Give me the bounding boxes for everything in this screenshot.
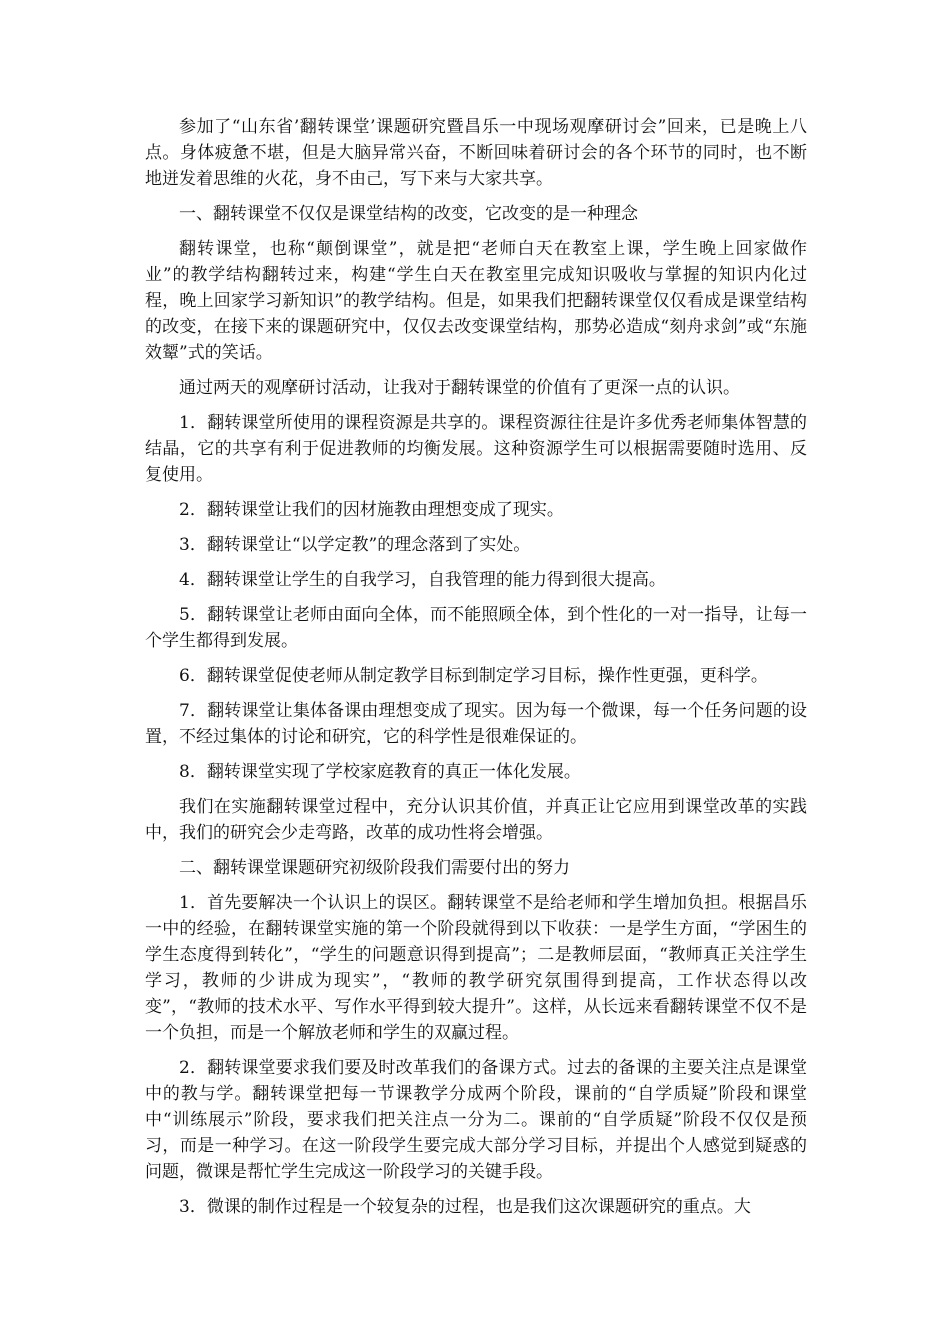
section-heading-1: 一、翻转课堂不仅仅是课堂结构的改变，它改变的是一种理念 (179, 204, 638, 224)
document-page (145, 114, 807, 1229)
list-item: 3．翻转课堂让“以学定教”的理念落到了实处。 (179, 535, 531, 555)
list-item: 2．翻转课堂要求我们要及时改革我们的备课方式。过去的备课的主要关注点是课堂中的教与学。翻转课堂把每一节课教学分成两个阶段，课前的“自学质疑”阶段和课堂中“训练展示”阶段，要求我们把关注点一分为二。课前的“自学质疑”阶段不仅仅是预习，而是一种学习。在这一阶段学生要完成大部分学习目标，并提出个人感觉到疑惑的问题，微课是帮忙学生完成这一阶段学习的关键手段。 (145, 1058, 807, 1182)
list-item: 6．翻转课堂促使老师从制定教学目标到制定学习目标，操作性更强，更科学。 (179, 666, 768, 686)
list-item: 5．翻转课堂让老师由面向全体，而不能照顾全体，到个性化的一对一指导，让每一个学生都得到发展。 (145, 605, 807, 651)
list-item: 3．微课的制作过程是一个较复杂的过程，也是我们这次课题研究的重点。大 (179, 1197, 751, 1217)
list-item: 8．翻转课堂实现了学校家庭教育的真正一体化发展。 (179, 762, 581, 782)
body-paragraph: 通过两天的观摩研讨活动，让我对于翻转课堂的价值有了更深一点的认识。 (179, 378, 740, 398)
section-heading-2: 二、翻转课堂课题研究初级阶段我们需要付出的努力 (179, 858, 570, 878)
intro-paragraph: 参加了“山东省’翻转课堂’课题研究暨昌乐一中现场观摩研讨会”回来，已是晚上八点。身体疲惫不堪，但是大脑异常兴奋，不断回味着研讨会的各个环节的同时，也不断地迸发着思维的火花，身不由己，写下来与大家共享。 (145, 117, 807, 189)
body-paragraph: 我们在实施翻转课堂过程中，充分认识其价值，并真正让它应用到课堂改革的实践中，我们的研究会少走弯路，改革的成功性将会增强。 (145, 797, 807, 843)
list-item: 7．翻转课堂让集体备课由理想变成了现实。因为每一个微课，每一个任务问题的设置，不经过集体的讨论和研究，它的科学性是很难保证的。 (145, 701, 807, 747)
body-paragraph: 翻转课堂，也称“颠倒课堂”，就是把“老师白天在教室上课，学生晚上回家做作业”的教学结构翻转过来，构建“学生白天在教室里完成知识吸收与掌握的知识内化过程，晚上回家学习新知识”的教学结构。但是，如果我们把翻转课堂仅仅看成是课堂结构的改变，在接下来的课题研究中，仅仅去改变课堂结构，那势必造成“刻舟求剑”或“东施效颦”式的笑话。 (145, 239, 807, 363)
list-item: 1．翻转课堂所使用的课程资源是共享的。课程资源往往是许多优秀老师集体智慧的结晶，它的共享有利于促进教师的均衡发展。这种资源学生可以根据需要随时选用、反复使用。 (145, 413, 807, 485)
list-item: 1．首先要解决一个认识上的误区。翻转课堂不是给老师和学生增加负担。根据昌乐一中的经验，在翻转课堂实施的第一个阶段就得到以下收获：一是学生方面，“学困生的学生态度得到转化”，“学生的问题意识得到提高”；二是教师层面，“教师真正关注学生学习，教师的少讲成为现实”，“教师的教学研究氛围得到提高，工作状态得以改变”，“教师的技术水平、写作水平得到较大提升”。这样，从长远来看翻转课堂不仅不是一个负担，而是一个解放老师和学生的双赢过程。 (145, 893, 807, 1043)
list-item: 4．翻转课堂让学生的自我学习，自我管理的能力得到很大提高。 (179, 570, 666, 590)
list-item: 2．翻转课堂让我们的因材施教由理想变成了现实。 (179, 500, 564, 520)
